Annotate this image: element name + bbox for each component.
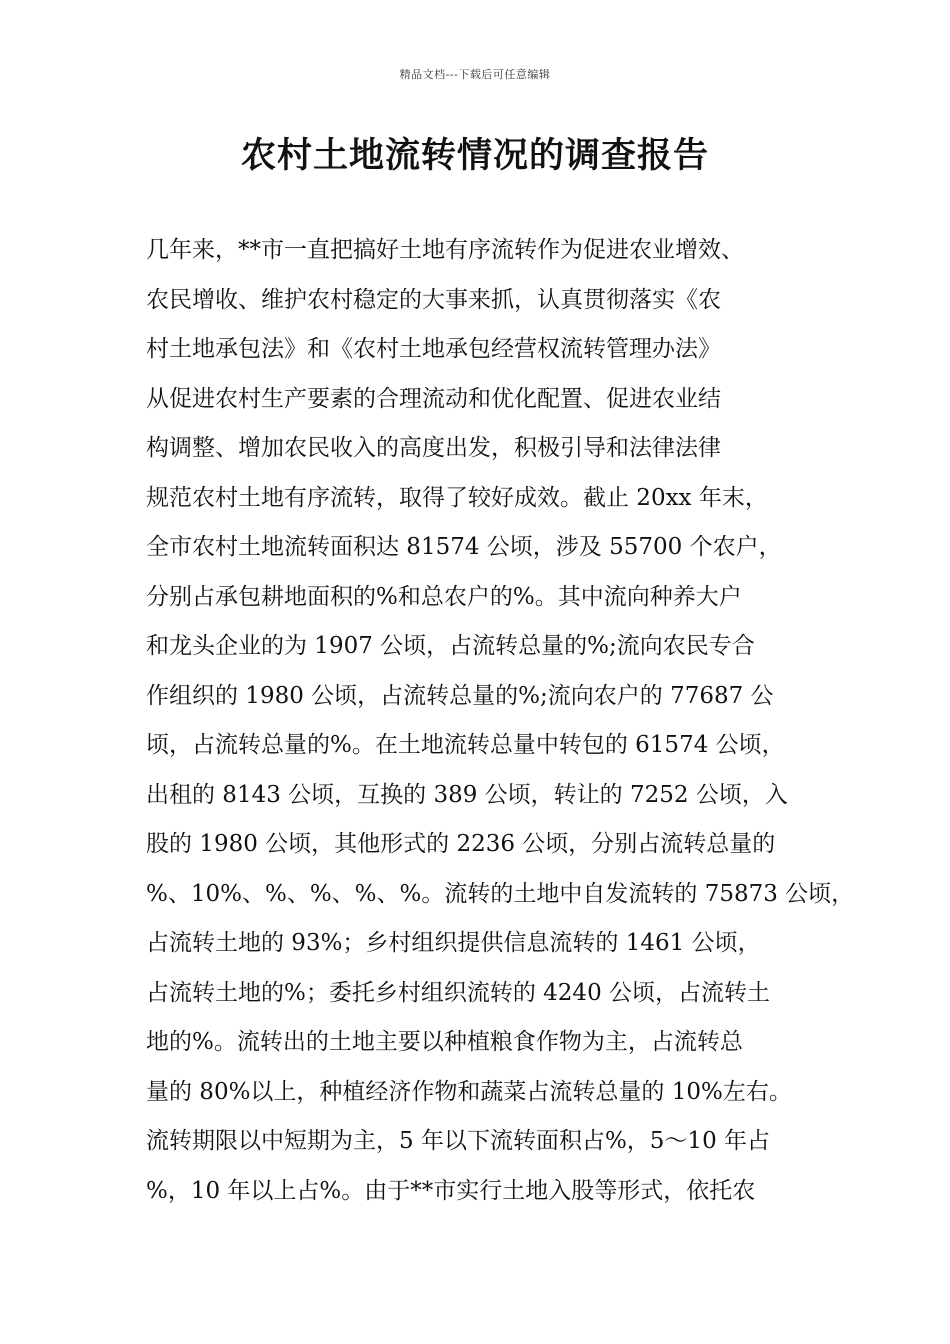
body-line: 构调整、增加农民收入的高度出发，积极引导和法律法律 xyxy=(146,435,721,461)
body-line: 农民增收、维护农村稳定的大事来抓，认真贯彻落实《农 xyxy=(146,286,721,313)
body-line: 从促进农村生产要素的合理流动和优化配置、促进农业结 xyxy=(146,385,721,412)
body-line: 规范农村土地有序流转，取得了较好成效。截止 20xx 年末， xyxy=(146,484,768,511)
header-note: 精品文档---下载后可任意编辑 xyxy=(399,68,551,81)
body-line: 股的 1980 公顷，其他形式的 2236 公顷，分别占流转总量的 xyxy=(146,831,776,857)
body-line: 出租的 8143 公顷，互换的 389 公顷，转让的 7252 公顷，入 xyxy=(146,781,788,808)
body-line: %、10%、%、%、%、%。流转的土地中自发流转的 75873 公顷， xyxy=(146,880,855,907)
body-line: 分别占承包耕地面积的%和总农户的%。其中流向种养大户 xyxy=(146,583,742,610)
body-line: 几年来，**市一直把搞好土地有序流转作为促进农业增效、 xyxy=(146,237,744,263)
body-line: 地的%。流转出的土地主要以种植粮食作物为主，占流转总 xyxy=(146,1029,743,1055)
body-line: %，10 年以上占%。由于**市实行土地入股等形式，依托农 xyxy=(146,1177,756,1204)
body-line: 占流转土地的 93%；乡村组织提供信息流转的 1461 公顷， xyxy=(146,930,761,956)
body-line: 占流转土地的%；委托乡村组织流转的 4240 公顷，占流转土 xyxy=(146,979,771,1006)
body-line: 作组织的 1980 公顷，占流转总量的%;流向农户的 77687 公 xyxy=(146,682,774,709)
body-line: 和龙头企业的为 1907 公顷，占流转总量的%;流向农民专合 xyxy=(146,633,755,659)
body-line: 村土地承包法》和《农村土地承包经营权流转管理办法》 xyxy=(146,336,721,362)
body-paragraph xyxy=(146,226,855,1216)
body-line: 全市农村土地流转面积达 81574 公顷，涉及 55700 个农户， xyxy=(146,534,782,560)
body-line: 流转期限以中短期为主，5 年以下流转面积占%，5～10 年占 xyxy=(146,1128,771,1154)
body-line: 顷，占流转总量的%。在土地流转总量中转包的 61574 公顷， xyxy=(146,732,785,758)
document-title: 农村土地流转情况的调查报告 xyxy=(240,135,709,176)
body-line: 量的 80%以上，种植经济作物和蔬菜占流转总量的 10%左右。 xyxy=(146,1078,792,1105)
